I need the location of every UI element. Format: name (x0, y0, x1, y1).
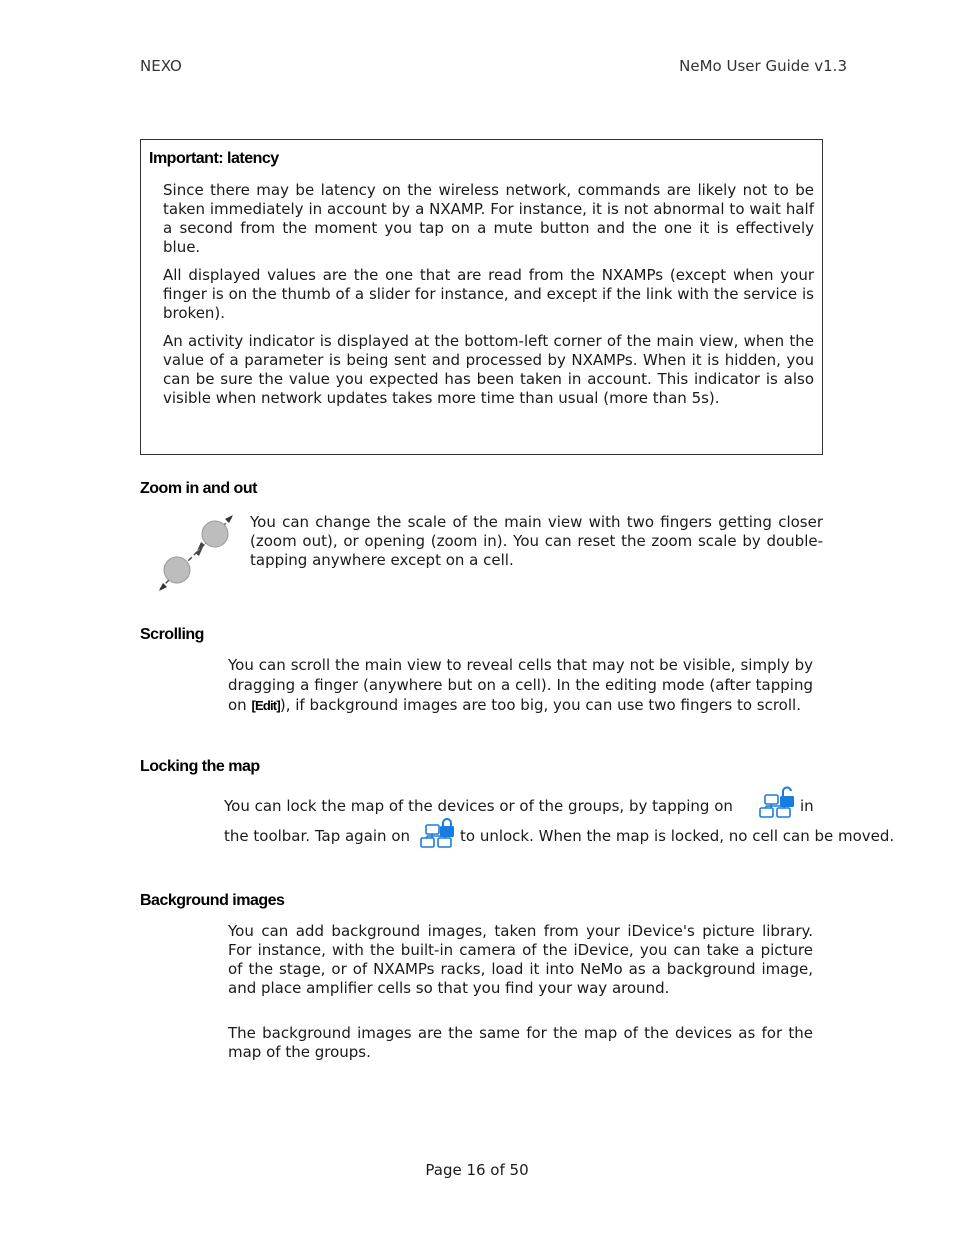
locked-map-icon (420, 818, 456, 849)
scrolling-text-end: ), if background images are too big, you can use two fingers to scroll. (279, 696, 801, 714)
header-right: NeMo User Guide v1.3 (679, 57, 847, 75)
scrolling-text (228, 655, 813, 716)
important-paragraph: An activity indicator is displayed at the bottom-left corner of the main view, when the value of a parameter is being sent and processed by NXAMPs. When it is hidden, you can be sure the value you expected has been taken in account. This indicator is also visible when network updates takes more time than usual (more than 5s). (163, 332, 814, 407)
scrolling-text-start: You can scroll the main view to reveal cells that may not be visible, simply by dragging a finger (anywhere but on a cell). In the editing mode (after tapping on (228, 656, 813, 714)
locking-text-line-2: the toolbar. Tap again on (224, 827, 411, 845)
pinch-zoom-icon (155, 512, 237, 594)
page-number: Page 16 of 50 (425, 1161, 529, 1179)
important-paragraph: Since there may be latency on the wireless network, commands are likely not to be taken immediately in account by a NXAMP. For instance, it is not abnormal to wait half a second from the moment you tap on a mute button and the one it is effectively blue. (163, 181, 814, 256)
section-heading-zoom: Zoom in and out (140, 480, 257, 497)
header-left: NEXO (140, 57, 182, 75)
background-paragraph: The background images are the same for the map of the devices as for the map of the groups. (228, 1024, 813, 1061)
zoom-text: You can change the scale of the main view with two fingers getting closer (zoom out), or opening (zoom in). You can reset the zoom scale by double-tapping anywhere except on a cell. (250, 513, 823, 569)
section-heading-locking: Locking the map (140, 758, 260, 775)
background-paragraph: You can add background images, taken from your iDevice's picture library. For instance, with the built-in camera of the iDevice, you can take a picture of the stage, or of NXAMPs racks, load it into NeMo as a background image, and place amplifier cells so that you find your way around. (228, 922, 813, 997)
edit-button-label: [Edit] (251, 698, 280, 713)
important-box (140, 139, 823, 455)
important-title: Important: latency (149, 150, 279, 167)
section-heading-background: Background images (140, 892, 285, 909)
unlocked-map-icon (759, 786, 795, 819)
important-paragraph: All displayed values are the one that are read from the NXAMPs (except when your finger is on the thumb of a slider for instance, and except if the link with the service is broken). (163, 266, 814, 322)
locking-text-line-2b: to unlock. When the map is locked, no cell can be moved. (460, 827, 895, 845)
locking-text-line-1: You can lock the map of the devices or of the groups, by tapping on (224, 797, 733, 815)
locking-text-in: in (800, 797, 814, 815)
section-heading-scrolling: Scrolling (140, 626, 204, 643)
